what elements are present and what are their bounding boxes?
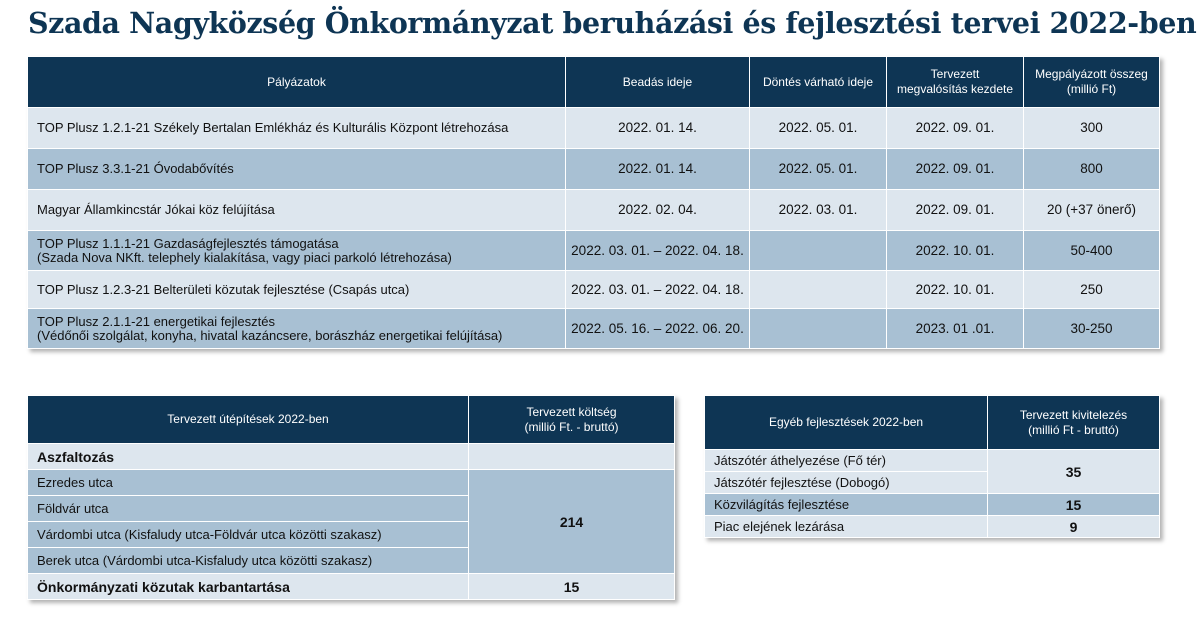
- project-subtitle: (Szada Nova NKft. telephely kialakítása, vagy piaci parkoló létrehozása): [37, 249, 452, 265]
- page-title: Szada Nagyközség Önkormányzat beruházási és fejlesztési tervei 2022-ben: [28, 6, 1197, 40]
- table-row: [28, 231, 1160, 271]
- header-amount-line1: Megpályázott összeg: [1035, 67, 1148, 81]
- road-header-row: [28, 396, 675, 444]
- project-title: TOP Plusz 1.1.1-21 Gazdaságfejlesztés támogatása: [37, 235, 339, 251]
- project-name: TOP Plusz 3.3.1-21 Óvodabővítés: [28, 149, 566, 190]
- street-name: Berek utca (Várdombi utca-Kisfaludy utca közötti szakasz): [28, 548, 469, 574]
- table-row: [28, 149, 1160, 190]
- header-road-name: Tervezett útépítések 2022-ben: [28, 396, 469, 444]
- table-row: [28, 108, 1160, 149]
- header-amount-line2: (millió Ft): [1066, 82, 1117, 96]
- header-road-cost-line2: (millió Ft. - bruttó): [524, 419, 619, 434]
- street-name: Várdombi utca (Kisfaludy utca-Földvár utca közötti szakasz): [28, 522, 469, 548]
- table-row: [705, 494, 1160, 516]
- amount: 30-250: [1024, 309, 1160, 349]
- project-name: TOP Plusz 1.2.1-21 Székely Bertalan Emlékház és Kulturális Központ létrehozása: [28, 108, 566, 149]
- maintenance-cost: 15: [469, 574, 675, 600]
- header-other-cost-line1: Tervezett kivitelezés: [1019, 407, 1128, 422]
- header-road-cost-line1: Tervezett költség: [526, 404, 617, 419]
- start-date: 2022. 09. 01.: [887, 190, 1024, 231]
- table-row: [705, 450, 1160, 472]
- maintenance-label: Önkormányzati közutak karbantartása: [28, 574, 469, 600]
- header-amount: [1024, 57, 1160, 108]
- decision-date: [750, 309, 887, 349]
- lighting-cost: 15: [988, 494, 1160, 516]
- table-row: [28, 190, 1160, 231]
- market-cost: 9: [988, 516, 1160, 538]
- submission-date: 2022. 01. 14.: [566, 149, 750, 190]
- project-name: Magyar Államkincstár Jókai köz felújítása: [28, 190, 566, 231]
- table-row: [28, 444, 675, 470]
- decision-date: 2022. 05. 01.: [750, 149, 887, 190]
- header-submission: Beadás ideje: [566, 57, 750, 108]
- asphalting-group-label: Aszfaltozás: [28, 444, 469, 470]
- table-row: [28, 271, 1160, 309]
- start-date: 2022. 09. 01.: [887, 108, 1024, 149]
- header-decision: Döntés várható ideje: [750, 57, 887, 108]
- amount: 800: [1024, 149, 1160, 190]
- playground-cost: 35: [988, 450, 1160, 494]
- amount: 20 (+37 önerő): [1024, 190, 1160, 231]
- start-date: 2023. 01 .01.: [887, 309, 1024, 349]
- decision-date: [750, 271, 887, 309]
- header-other-cost: [988, 396, 1160, 450]
- start-date: 2022. 10. 01.: [887, 271, 1024, 309]
- decision-date: 2022. 05. 01.: [750, 108, 887, 149]
- project-name: TOP Plusz 1.2.3-21 Belterületi közutak fejlesztése (Csapás utca): [28, 271, 566, 309]
- project-name: [28, 309, 566, 349]
- start-date: 2022. 10. 01.: [887, 231, 1024, 271]
- road-works-table: [27, 395, 675, 600]
- header-projects: Pályázatok: [28, 57, 566, 108]
- amount: 50-400: [1024, 231, 1160, 271]
- submission-date: 2022. 02. 04.: [566, 190, 750, 231]
- header-other-name: Egyéb fejlesztések 2022-ben: [705, 396, 988, 450]
- amount: 300: [1024, 108, 1160, 149]
- submission-date: 2022. 01. 14.: [566, 108, 750, 149]
- lighting-label: Közvilágítás fejlesztése: [705, 494, 988, 516]
- other-header-row: [705, 396, 1160, 450]
- project-title: TOP Plusz 2.1.1-21 energetikai fejlesztés: [37, 313, 275, 329]
- street-name: Ezredes utca: [28, 470, 469, 496]
- submission-date: 2022. 05. 16. – 2022. 06. 20.: [566, 309, 750, 349]
- header-road-cost: [469, 396, 675, 444]
- header-start-line2: megvalósítás kezdete: [896, 82, 1014, 96]
- table-row: [28, 309, 1160, 349]
- decision-date: [750, 231, 887, 271]
- project-subtitle: (Védőnői szolgálat, konyha, hivatal kazáncsere, borászház energetikai felújítása): [37, 327, 503, 343]
- playground-item: Játszótér fejlesztése (Dobogó): [705, 472, 988, 494]
- submission-date: 2022. 03. 01. – 2022. 04. 18.: [566, 271, 750, 309]
- project-name: [28, 231, 566, 271]
- table-row: [705, 516, 1160, 538]
- header-start-line1: Tervezett: [930, 67, 980, 81]
- playground-item: Játszótér áthelyezése (Fő tér): [705, 450, 988, 472]
- submission-date: 2022. 03. 01. – 2022. 04. 18.: [566, 231, 750, 271]
- header-start: [887, 57, 1024, 108]
- streets-cost: 214: [469, 470, 675, 574]
- projects-table: [27, 56, 1160, 349]
- asphalting-group-cost: [469, 444, 675, 470]
- table-row: [28, 574, 675, 600]
- table-row: [28, 470, 675, 496]
- start-date: 2022. 09. 01.: [887, 149, 1024, 190]
- decision-date: 2022. 03. 01.: [750, 190, 887, 231]
- projects-header-row: [28, 57, 1160, 108]
- header-other-cost-line2: (millió Ft - bruttó): [1028, 422, 1119, 437]
- amount: 250: [1024, 271, 1160, 309]
- street-name: Földvár utca: [28, 496, 469, 522]
- other-developments-table: [704, 395, 1160, 538]
- market-label: Piac elejének lezárása: [705, 516, 988, 538]
